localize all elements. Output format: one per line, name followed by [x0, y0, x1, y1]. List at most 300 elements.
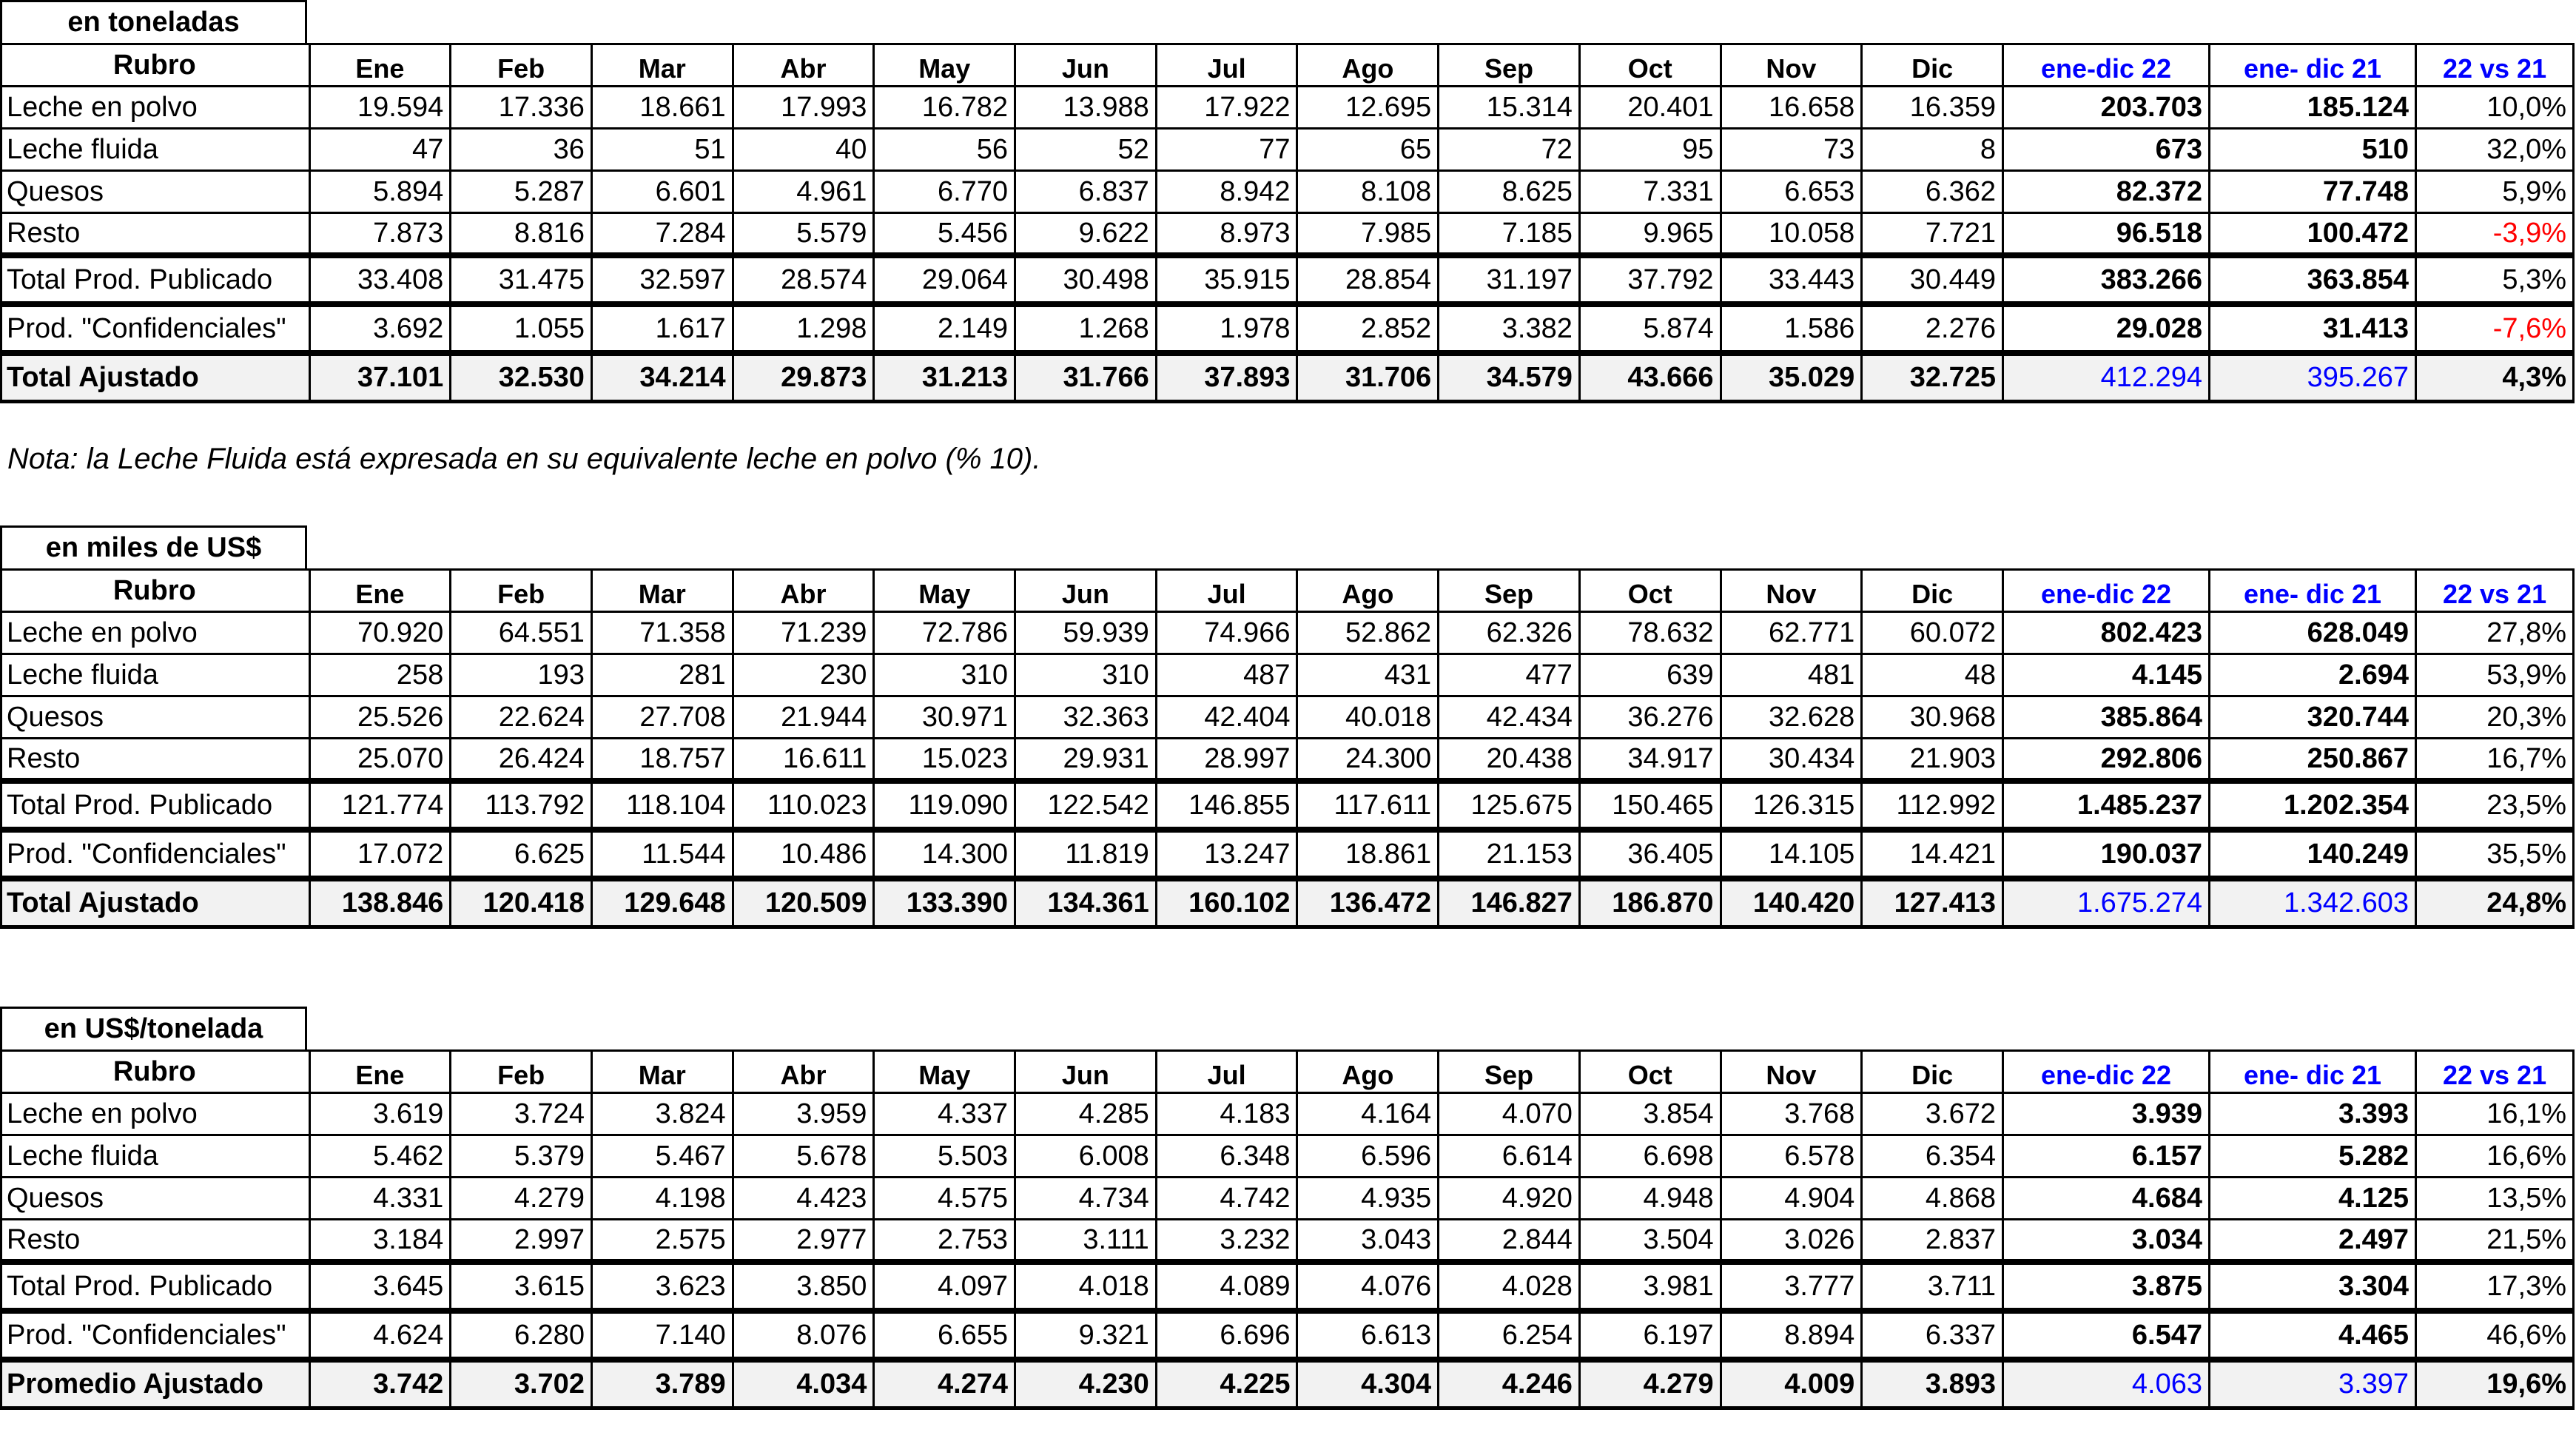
table-cell: 190.037	[2002, 830, 2209, 879]
table-cell: 3.824	[591, 1093, 733, 1135]
table-row	[1, 1311, 2574, 1360]
column-header: Ago	[1297, 570, 1439, 612]
column-header: Rubro	[1, 1051, 310, 1093]
column-header: Ene	[309, 570, 451, 612]
table-cell: 3.619	[309, 1093, 451, 1135]
table-cell: 8	[1862, 129, 2003, 171]
table-cell: 37.792	[1579, 255, 1721, 304]
table-cell: 18.661	[591, 87, 733, 129]
table-cell: 62.326	[1439, 612, 1580, 654]
row-label: Leche en polvo	[1, 1093, 310, 1135]
table-cell: 64.551	[451, 612, 592, 654]
column-header: ene-dic 22	[2002, 570, 2209, 612]
row-label: Promedio Ajustado	[1, 1360, 310, 1408]
table-cell: 3.615	[451, 1262, 592, 1311]
table-cell: 3.382	[1439, 304, 1580, 353]
table-cell: 14.300	[874, 830, 1015, 879]
table-cell: 3.854	[1579, 1093, 1721, 1135]
column-header: ene- dic 21	[2210, 44, 2416, 87]
table-cell: 2.575	[591, 1220, 733, 1262]
table-cell: 28.574	[733, 255, 874, 304]
table-cell: 37.101	[309, 353, 451, 402]
table-cell: 6.578	[1721, 1135, 1862, 1178]
table-cell: 125.675	[1439, 781, 1580, 830]
table-cell: 30.449	[1862, 255, 2003, 304]
table-cell: 33.408	[309, 255, 451, 304]
table-cell: 30.498	[1015, 255, 1157, 304]
table-cell: 4.904	[1721, 1178, 1862, 1220]
table-cell: 3.672	[1862, 1093, 2003, 1135]
table-cell: 20.438	[1439, 739, 1580, 781]
table-cell: 2.844	[1439, 1220, 1580, 1262]
table-cell: 4.331	[309, 1178, 451, 1220]
table-cell: 32.597	[591, 255, 733, 304]
table-cell: 2.977	[733, 1220, 874, 1262]
table-cell: 100.472	[2210, 213, 2416, 255]
table-cell: 4.423	[733, 1178, 874, 1220]
table-cell: 4.145	[2002, 654, 2209, 696]
table-cell: 292.806	[2002, 739, 2209, 781]
table-cell: 6.614	[1439, 1135, 1580, 1178]
table-cell: 4.734	[1015, 1178, 1157, 1220]
table-cell: 4.225	[1156, 1360, 1297, 1408]
table-cell: 185.124	[2210, 87, 2416, 129]
table-row	[1, 129, 2574, 171]
column-header: Feb	[451, 44, 592, 87]
table-cell: 20,3%	[2416, 696, 2574, 739]
column-header: May	[874, 1051, 1015, 1093]
table-cell: 2.852	[1297, 304, 1439, 353]
table-cell: 6.547	[2002, 1311, 2209, 1360]
table-cell: 71.239	[733, 612, 874, 654]
table-cell: 118.104	[591, 781, 733, 830]
table-cell: 146.827	[1439, 879, 1580, 927]
table-cell: 1.202.354	[2210, 781, 2416, 830]
table-cell: 31.706	[1297, 353, 1439, 402]
table-cell: 6.354	[1862, 1135, 2003, 1178]
table-cell: 4,3%	[2416, 353, 2574, 402]
column-header: Dic	[1862, 1051, 2003, 1093]
table-row	[1, 1220, 2574, 1262]
table-cell: 3.111	[1015, 1220, 1157, 1262]
row-label: Prod. "Confidenciales"	[1, 830, 310, 879]
table-cell: 140.249	[2210, 830, 2416, 879]
table-cell: 802.423	[2002, 612, 2209, 654]
table-cell: 18.757	[591, 739, 733, 781]
header-row	[1, 44, 2574, 87]
table-cell: 487	[1156, 654, 1297, 696]
table-row	[1, 739, 2574, 781]
table-cell: 481	[1721, 654, 1862, 696]
table-cell: 4.230	[1015, 1360, 1157, 1408]
table-cell: 35.029	[1721, 353, 1862, 402]
table-cell: 110.023	[733, 781, 874, 830]
table-cell: 4.034	[733, 1360, 874, 1408]
row-label: Total Prod. Publicado	[1, 1262, 310, 1311]
table-cell: 65	[1297, 129, 1439, 171]
table-cell: 24.300	[1297, 739, 1439, 781]
table-cell: 13.247	[1156, 830, 1297, 879]
column-header: Jun	[1015, 1051, 1157, 1093]
table-row	[1, 612, 2574, 654]
table-cell: 4.076	[1297, 1262, 1439, 1311]
table-row	[1, 1360, 2574, 1408]
table-cell: 16.611	[733, 739, 874, 781]
table-cell: 32.628	[1721, 696, 1862, 739]
table-cell: 74.966	[1156, 612, 1297, 654]
table-cell: 72	[1439, 129, 1580, 171]
row-label: Prod. "Confidenciales"	[1, 304, 310, 353]
table-cell: 5.287	[451, 171, 592, 213]
table-cell: 7.185	[1439, 213, 1580, 255]
column-header: Dic	[1862, 44, 2003, 87]
table-cell: 117.611	[1297, 781, 1439, 830]
table-cell: 6.625	[451, 830, 592, 879]
table-cell: 82.372	[2002, 171, 2209, 213]
table-row	[1, 1262, 2574, 1311]
row-label: Quesos	[1, 696, 310, 739]
table-cell: 36	[451, 129, 592, 171]
table-cell: 6.254	[1439, 1311, 1580, 1360]
table-cell: 4.097	[874, 1262, 1015, 1311]
table-cell: 4.279	[451, 1178, 592, 1220]
table-cell: 14.105	[1721, 830, 1862, 879]
table-cell: 1.586	[1721, 304, 1862, 353]
table-cell: 3.893	[1862, 1360, 2003, 1408]
table-cell: 412.294	[2002, 353, 2209, 402]
table-row	[1, 830, 2574, 879]
table-cell: 4.304	[1297, 1360, 1439, 1408]
table-cell: 2.997	[451, 1220, 592, 1262]
column-header: Rubro	[1, 44, 310, 87]
table-cell: 7.140	[591, 1311, 733, 1360]
row-label: Leche en polvo	[1, 87, 310, 129]
table-cell: 10,0%	[2416, 87, 2574, 129]
data-table	[0, 43, 2575, 403]
table-cell: 96.518	[2002, 213, 2209, 255]
table-cell: 160.102	[1156, 879, 1297, 927]
column-header: ene- dic 21	[2210, 570, 2416, 612]
table-cell: 4.961	[733, 171, 874, 213]
table-cell: 35,5%	[2416, 830, 2574, 879]
table-cell: 29.064	[874, 255, 1015, 304]
column-header: Abr	[733, 1051, 874, 1093]
table-cell: 15.314	[1439, 87, 1580, 129]
table-cell: 3.875	[2002, 1262, 2209, 1311]
table-cell: 4.575	[874, 1178, 1015, 1220]
table-cell: 2.694	[2210, 654, 2416, 696]
table-cell: 4.337	[874, 1093, 1015, 1135]
row-label: Total Ajustado	[1, 879, 310, 927]
table-cell: 4.070	[1439, 1093, 1580, 1135]
column-header: Nov	[1721, 44, 1862, 87]
column-header: Jul	[1156, 44, 1297, 87]
table-cell: 4.868	[1862, 1178, 2003, 1220]
column-header: Ago	[1297, 44, 1439, 87]
table-cell: 146.855	[1156, 781, 1297, 830]
table-cell: 7.721	[1862, 213, 2003, 255]
table-cell: 26.424	[451, 739, 592, 781]
table-cell: 122.542	[1015, 781, 1157, 830]
table-cell: 3.768	[1721, 1093, 1862, 1135]
table-cell: 1.268	[1015, 304, 1157, 353]
table-cell: 5.503	[874, 1135, 1015, 1178]
table-cell: 32.363	[1015, 696, 1157, 739]
table-cell: 15.023	[874, 739, 1015, 781]
table-cell: 4.920	[1439, 1178, 1580, 1220]
table-cell: 33.443	[1721, 255, 1862, 304]
row-label: Leche fluida	[1, 1135, 310, 1178]
table-cell: 3.043	[1297, 1220, 1439, 1262]
column-header: Oct	[1579, 44, 1721, 87]
table-cell: 121.774	[309, 781, 451, 830]
table-cell: 1.342.603	[2210, 879, 2416, 927]
table-cell: 5.462	[309, 1135, 451, 1178]
column-header: 22 vs 21	[2416, 44, 2574, 87]
table-cell: 3.724	[451, 1093, 592, 1135]
table-cell: 17.922	[1156, 87, 1297, 129]
table-cell: 40.018	[1297, 696, 1439, 739]
table-cell: 5.282	[2210, 1135, 2416, 1178]
table-cell: 21,5%	[2416, 1220, 2574, 1262]
table-row	[1, 353, 2574, 402]
table-row	[1, 304, 2574, 353]
table-cell: 95	[1579, 129, 1721, 171]
table-cell: 29.931	[1015, 739, 1157, 781]
table-cell: 3.184	[309, 1220, 451, 1262]
table-cell: 70.920	[309, 612, 451, 654]
column-header: Abr	[733, 570, 874, 612]
table-cell: 5.678	[733, 1135, 874, 1178]
table-cell: 4.164	[1297, 1093, 1439, 1135]
table-cell: 60.072	[1862, 612, 2003, 654]
row-label: Leche fluida	[1, 129, 310, 171]
table-cell: 7.873	[309, 213, 451, 255]
table-cell: 18.861	[1297, 830, 1439, 879]
table-cell: -3,9%	[2416, 213, 2574, 255]
table-cell: 6.653	[1721, 171, 1862, 213]
table-row	[1, 87, 2574, 129]
table-cell: 431	[1297, 654, 1439, 696]
table-cell: 30.434	[1721, 739, 1862, 781]
column-header: Oct	[1579, 570, 1721, 612]
table-cell: 24,8%	[2416, 879, 2574, 927]
table-cell: 136.472	[1297, 879, 1439, 927]
header-row	[1, 570, 2574, 612]
table-cell: 10.486	[733, 830, 874, 879]
table-cell: 1.485.237	[2002, 781, 2209, 830]
column-header: Sep	[1439, 44, 1580, 87]
table-cell: 186.870	[1579, 879, 1721, 927]
table-cell: 11.544	[591, 830, 733, 879]
table-cell: 7.985	[1297, 213, 1439, 255]
row-label: Leche en polvo	[1, 612, 310, 654]
row-label: Total Prod. Publicado	[1, 781, 310, 830]
table-cell: 4.285	[1015, 1093, 1157, 1135]
table-cell: 6.698	[1579, 1135, 1721, 1178]
table-row	[1, 781, 2574, 830]
table-cell: 3.026	[1721, 1220, 1862, 1262]
table-cell: 5.456	[874, 213, 1015, 255]
table-cell: 4.274	[874, 1360, 1015, 1408]
table-cell: 8.816	[451, 213, 592, 255]
table-cell: 363.854	[2210, 255, 2416, 304]
column-header: Sep	[1439, 570, 1580, 612]
table-cell: 4.028	[1439, 1262, 1580, 1311]
table-cell: 6.362	[1862, 171, 2003, 213]
column-header: Ago	[1297, 1051, 1439, 1093]
table-cell: 3.692	[309, 304, 451, 353]
table-cell: 120.509	[733, 879, 874, 927]
table-cell: 31.213	[874, 353, 1015, 402]
column-header: Mar	[591, 1051, 733, 1093]
table-cell: 35.915	[1156, 255, 1297, 304]
table-cell: 21.944	[733, 696, 874, 739]
table-cell: 43.666	[1579, 353, 1721, 402]
table-cell: 3.702	[451, 1360, 592, 1408]
table-cell: 37.893	[1156, 353, 1297, 402]
column-header: Nov	[1721, 1051, 1862, 1093]
table-cell: 5.874	[1579, 304, 1721, 353]
table-cell: 138.846	[309, 879, 451, 927]
table-cell: 52	[1015, 129, 1157, 171]
row-label: Quesos	[1, 1178, 310, 1220]
table-cell: 3.711	[1862, 1262, 2003, 1311]
table-cell: 4.198	[591, 1178, 733, 1220]
footnote: Nota: la Leche Fluida está expresada en su equivalente leche en polvo (% 10).	[7, 443, 1041, 475]
table-cell: 72.786	[874, 612, 1015, 654]
table-caption: en US$/tonelada	[0, 1007, 307, 1049]
table-cell: 3.232	[1156, 1220, 1297, 1262]
table-cell: 1.978	[1156, 304, 1297, 353]
table-cell: 16,6%	[2416, 1135, 2574, 1178]
table-cell: 56	[874, 129, 1015, 171]
table-cell: 6.655	[874, 1311, 1015, 1360]
table-cell: 6.157	[2002, 1135, 2209, 1178]
table-cell: 3.504	[1579, 1220, 1721, 1262]
table-cell: 120.418	[451, 879, 592, 927]
table-cell: 28.997	[1156, 739, 1297, 781]
table-cell: 31.197	[1439, 255, 1580, 304]
table-cell: 395.267	[2210, 353, 2416, 402]
table-cell: 71.358	[591, 612, 733, 654]
table-cell: 47	[309, 129, 451, 171]
table-cell: 16.359	[1862, 87, 2003, 129]
table-cell: 6.696	[1156, 1311, 1297, 1360]
table-cell: 281	[591, 654, 733, 696]
table-cell: 1.055	[451, 304, 592, 353]
column-header: Mar	[591, 570, 733, 612]
table-cell: 12.695	[1297, 87, 1439, 129]
table-cell: 113.792	[451, 781, 592, 830]
table-cell: 8.973	[1156, 213, 1297, 255]
table-cell: 119.090	[874, 781, 1015, 830]
row-label: Total Ajustado	[1, 353, 310, 402]
row-label: Resto	[1, 1220, 310, 1262]
column-header: Rubro	[1, 570, 310, 612]
table-cell: 320.744	[2210, 696, 2416, 739]
column-header: Feb	[451, 1051, 592, 1093]
table-cell: 140.420	[1721, 879, 1862, 927]
table-cell: 34.579	[1439, 353, 1580, 402]
table-cell: 1.298	[733, 304, 874, 353]
table-cell: -7,6%	[2416, 304, 2574, 353]
column-header: Dic	[1862, 570, 2003, 612]
table-cell: 4.009	[1721, 1360, 1862, 1408]
table-cell: 2.276	[1862, 304, 2003, 353]
table-cell: 639	[1579, 654, 1721, 696]
table-cell: 3.742	[309, 1360, 451, 1408]
table-cell: 27.708	[591, 696, 733, 739]
table-cell: 8.942	[1156, 171, 1297, 213]
table-cell: 628.049	[2210, 612, 2416, 654]
table-cell: 129.648	[591, 879, 733, 927]
table-cell: 21.153	[1439, 830, 1580, 879]
table-cell: 30.971	[874, 696, 1015, 739]
table-cell: 20.401	[1579, 87, 1721, 129]
table-cell: 11.819	[1015, 830, 1157, 879]
table-cell: 29.873	[733, 353, 874, 402]
table-row	[1, 1178, 2574, 1220]
column-header: Jul	[1156, 1051, 1297, 1093]
column-header: Jun	[1015, 44, 1157, 87]
table-cell: 477	[1439, 654, 1580, 696]
table-cell: 4.246	[1439, 1360, 1580, 1408]
table-cell: 127.413	[1862, 879, 2003, 927]
column-header: Ene	[309, 1051, 451, 1093]
table-cell: 2.753	[874, 1220, 1015, 1262]
table-cell: 31.413	[2210, 304, 2416, 353]
table-cell: 34.917	[1579, 739, 1721, 781]
table-cell: 27,8%	[2416, 612, 2574, 654]
table-cell: 28.854	[1297, 255, 1439, 304]
column-header: Oct	[1579, 1051, 1721, 1093]
table-cell: 310	[1015, 654, 1157, 696]
table-cell: 13,5%	[2416, 1178, 2574, 1220]
table-cell: 126.315	[1721, 781, 1862, 830]
table-row	[1, 255, 2574, 304]
table-cell: 29.028	[2002, 304, 2209, 353]
table-cell: 21.903	[1862, 739, 2003, 781]
table-cell: 134.361	[1015, 879, 1157, 927]
table-row	[1, 879, 2574, 927]
column-header: May	[874, 570, 1015, 612]
table-cell: 3.850	[733, 1262, 874, 1311]
table-cell: 46,6%	[2416, 1311, 2574, 1360]
table-cell: 36.276	[1579, 696, 1721, 739]
table-row	[1, 171, 2574, 213]
table-cell: 6.280	[451, 1311, 592, 1360]
table-cell: 3.397	[2210, 1360, 2416, 1408]
table-cell: 6.197	[1579, 1311, 1721, 1360]
table-cell: 59.939	[1015, 612, 1157, 654]
table-cell: 5,9%	[2416, 171, 2574, 213]
table-cell: 42.434	[1439, 696, 1580, 739]
table-caption: en miles de US$	[0, 525, 307, 568]
table-cell: 25.070	[309, 739, 451, 781]
table-cell: 4.742	[1156, 1178, 1297, 1220]
column-header: Ene	[309, 44, 451, 87]
table-cell: 62.771	[1721, 612, 1862, 654]
table-cell: 3.034	[2002, 1220, 2209, 1262]
table-cell: 36.405	[1579, 830, 1721, 879]
table-row	[1, 213, 2574, 255]
table-cell: 193	[451, 654, 592, 696]
table-cell: 250.867	[2210, 739, 2416, 781]
table-cell: 19.594	[309, 87, 451, 129]
table-cell: 19,6%	[2416, 1360, 2574, 1408]
table-cell: 32.725	[1862, 353, 2003, 402]
